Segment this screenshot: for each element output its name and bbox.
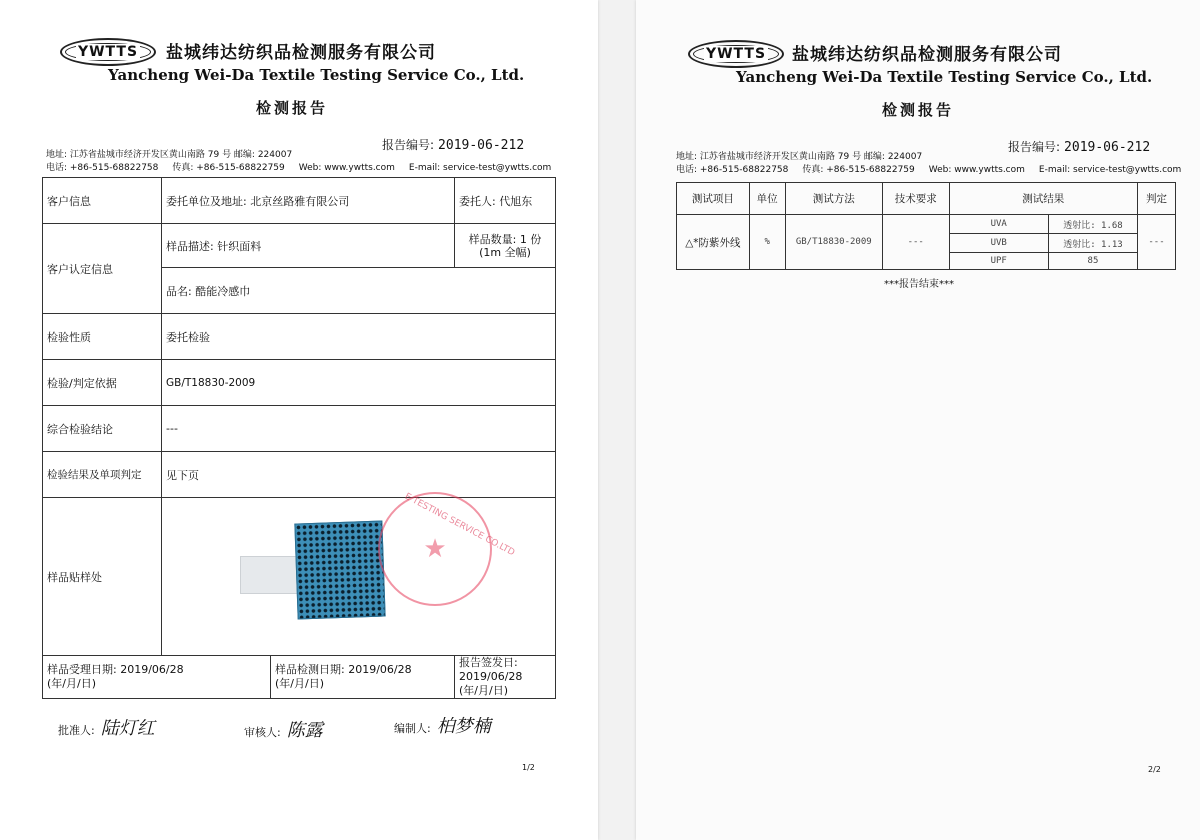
contact-line [46,162,551,174]
company-logo: YWTTS [688,40,784,68]
item-uv-protection: △*防紫外线 [677,215,750,270]
company-name-cn: 盐城纬达纺织品检测服务有限公司 [792,45,1062,65]
tested-date-format: (年/月/日) [275,677,324,690]
page-number: 1/2 [522,763,535,772]
approver-label: 批准人: [58,724,95,737]
reviewer [244,716,323,742]
reviewer-label: 审核人: [244,726,281,739]
report-title: 检测报告 [256,99,329,117]
phone: 电话: +86-515-68822758 [46,163,159,173]
result-name: UPF [949,253,1048,270]
email: E-mail: service-test@ywtts.com [1038,165,1182,175]
sample-attach-label: 样品贴样处 [43,498,162,656]
item-requirement: --- [882,215,949,270]
received-date: 样品受理日期: 2019/06/28 [47,663,184,676]
fax: 传真: +86-515-68822759 [802,165,915,175]
editor [394,712,491,738]
report-title: 检测报告 [882,101,955,119]
report-page-2 [636,0,1200,840]
inspection-nature: 委托检验 [162,314,556,360]
sample-description: 样品描述: 针织面料 [162,224,455,268]
result-value: 透射比: 1.68 [1048,215,1137,234]
reviewer-signature: 陈露 [286,720,323,741]
web: Web: www.ywtts.com [298,163,395,173]
editor-signature: 柏梦楠 [436,716,491,737]
conclusion: --- [162,406,556,452]
sample-quantity-line2: (1m 全幅) [479,245,531,259]
report-number-label: 报告编号: [1008,140,1061,154]
seal-text: E TESTING SERVICE CO.LTD [402,491,517,559]
company-name-en: Yancheng Wei-Da Textile Testing Service Co., Ltd. [736,68,1153,86]
editor-label: 编制人: [394,722,431,735]
company-logo: YWTTS [60,38,156,66]
header-method: 测试方法 [785,183,882,215]
report-number-label: 报告编号: [382,138,435,152]
contact-line [676,164,1181,176]
web: Web: www.ywtts.com [928,165,1025,175]
test-result-table [676,182,1176,270]
received-date-format: (年/月/日) [47,677,96,690]
address-line: 地址: 江苏省盐城市经济开发区黄山南路 79 号 邮编: 224007 [46,150,293,160]
customer-confirm-label: 客户认定信息 [43,224,162,314]
company-name-cn: 盐城纬达纺织品检测服务有限公司 [166,43,436,63]
report-number-value: 2019-06-212 [438,138,525,153]
item-judgement: --- [1138,215,1176,270]
item-unit: % [749,215,785,270]
result-value: 85 [1048,253,1137,270]
inspection-nature-label: 检验性质 [43,314,162,360]
report-number [382,136,524,153]
client-unit: 委托单位及地址: 北京丝路雅有限公司 [162,178,455,224]
result-name: UVA [949,215,1048,234]
header-requirement: 技术要求 [882,183,949,215]
basis: GB/T18830-2009 [162,360,556,406]
phone: 电话: +86-515-68822758 [676,165,789,175]
header-unit: 单位 [749,183,785,215]
approver-signature: 陆灯红 [100,718,155,739]
fabric-sample [294,520,385,619]
issued-date-cell [455,656,556,699]
header-item: 测试项目 [677,183,750,215]
result: 见下页 [162,452,556,498]
result-value: 透射比: 1.13 [1048,234,1137,253]
result-name: UVB [949,234,1048,253]
sample-quantity [455,224,556,268]
report-page-1 [0,0,598,840]
page-number: 2/2 [1148,765,1161,774]
company-name-en: Yancheng Wei-Da Textile Testing Service Co., Ltd. [108,66,525,84]
address-line: 地址: 江苏省盐城市经济开发区黄山南路 79 号 邮编: 224007 [676,152,923,162]
product-name: 品名: 酷能冷感巾 [162,268,556,314]
issued-date: 报告签发日: 2019/06/28 [459,656,523,683]
received-date-cell [43,656,271,699]
report-end-marker: ***报告结束*** [884,279,954,290]
header-result: 测试结果 [949,183,1138,215]
report-number-value: 2019-06-212 [1064,140,1151,155]
tested-date: 样品检测日期: 2019/06/28 [275,663,412,676]
client-person: 委托人: 代旭东 [455,178,556,224]
item-method: GB/T18830-2009 [785,215,882,270]
email: E-mail: service-test@ywtts.com [408,163,552,173]
client-info-label: 客户信息 [43,178,162,224]
result-label: 检验结果及单项判定 [43,452,162,498]
fax: 传真: +86-515-68822759 [172,163,285,173]
sample-quantity-line1: 样品数量: 1 份 [468,232,542,246]
sample-tape [240,556,302,594]
header-judgement: 判定 [1138,183,1176,215]
basis-label: 检验/判定依据 [43,360,162,406]
conclusion-label: 综合检验结论 [43,406,162,452]
tested-date-cell [271,656,455,699]
report-number [1008,138,1150,155]
report-info-table [42,177,556,699]
approver [58,714,155,740]
issued-date-format: (年/月/日) [459,684,508,697]
